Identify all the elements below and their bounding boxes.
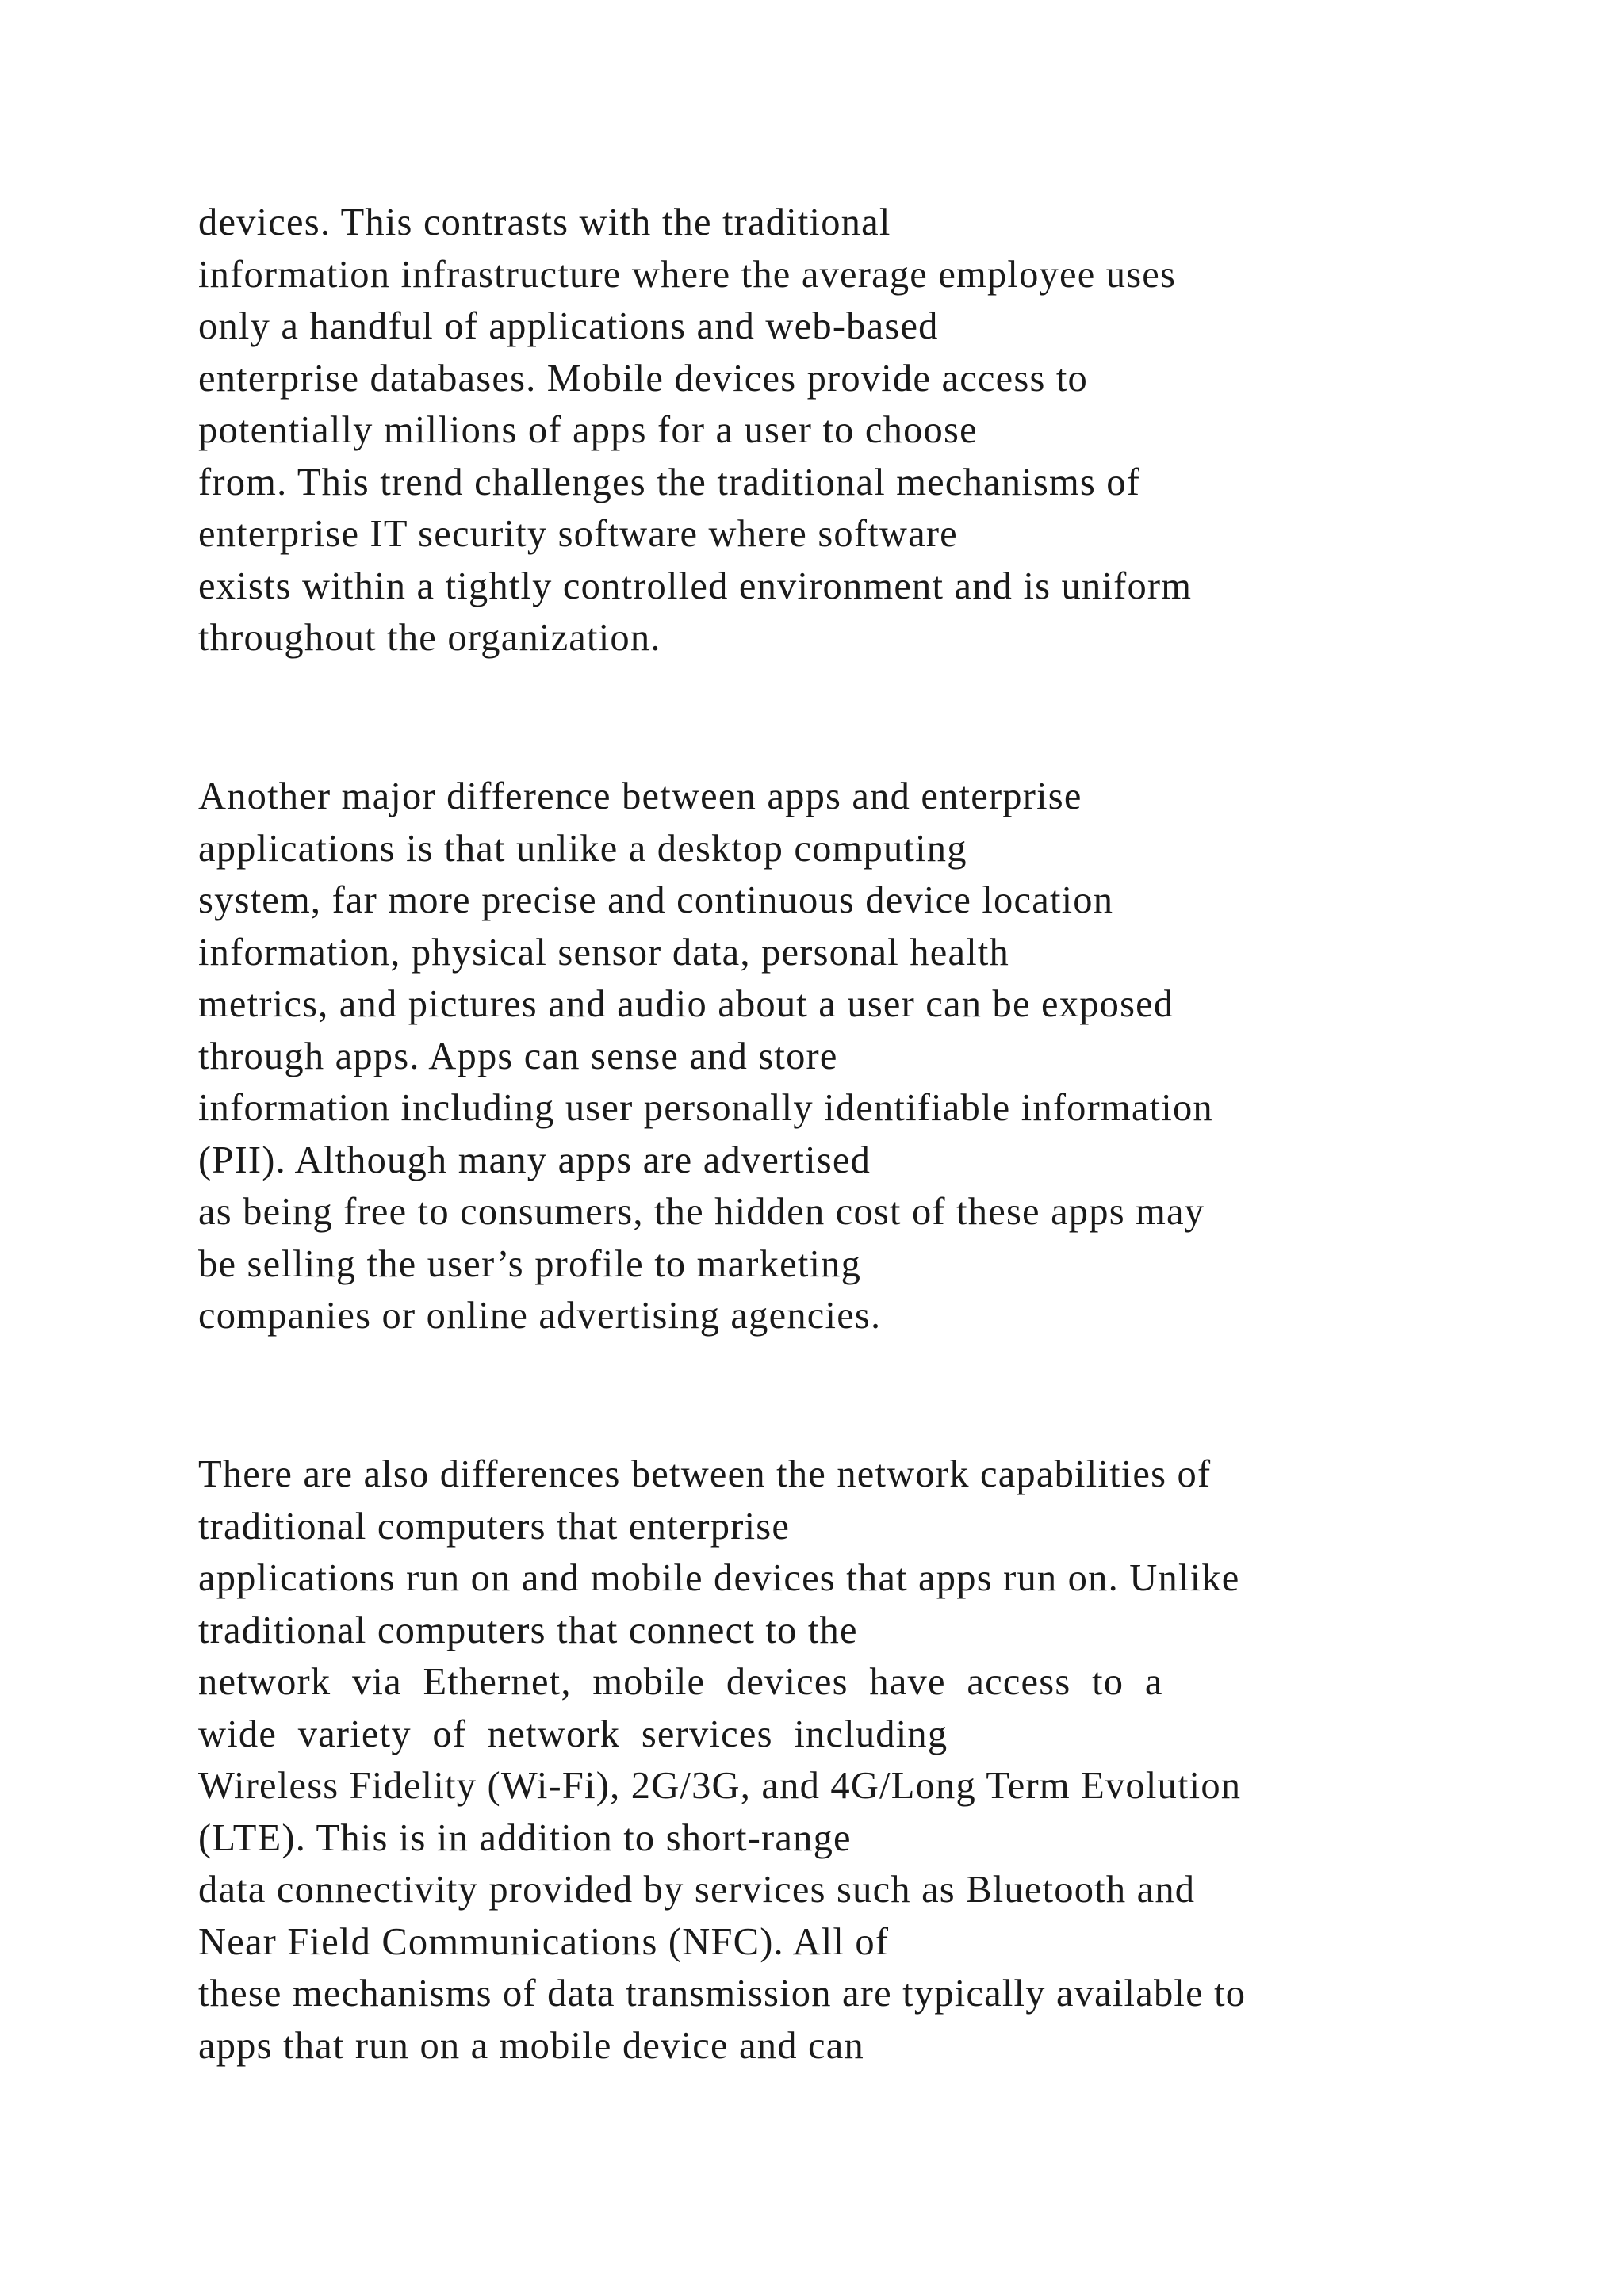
paragraph-1 — [198, 197, 1562, 664]
text-line: data connectivity provided by services such as Bluetooth and — [198, 1869, 1196, 1911]
text-line: information including user personally identifiable information — [198, 1087, 1213, 1129]
text-line: (PII). Although many apps are advertised — [198, 1138, 871, 1181]
text-line: Wireless Fidelity (Wi-Fi), 2G/3G, and 4G/Long Term Evolution — [198, 1765, 1242, 1807]
text-line: system, far more precise and continuous device location — [198, 879, 1114, 921]
text-line: wide variety of network services including — [198, 1712, 948, 1755]
text-line: exists within a tightly controlled environment and is uniform — [198, 564, 1193, 607]
text-line: be selling the user’s profile to marketing — [198, 1242, 862, 1285]
text-line: potentially millions of apps for a user to choose — [198, 409, 978, 451]
text-line: metrics, and pictures and audio about a user can be exposed — [198, 983, 1174, 1025]
text-line: (LTE). This is in addition to short-range — [198, 1816, 852, 1859]
text-line: apps that run on a mobile device and can — [198, 2024, 864, 2067]
text-line: only a handful of applications and web-based — [198, 305, 939, 347]
text-line: from. This trend challenges the traditional mechanisms of — [198, 461, 1141, 503]
text-line: enterprise databases. Mobile devices provide access to — [198, 357, 1088, 400]
text-line: traditional computers that connect to the — [198, 1609, 858, 1651]
text-line: applications is that unlike a desktop computing — [198, 827, 967, 870]
text-line: these mechanisms of data transmission are typically available to — [198, 1973, 1247, 2015]
text-line: through apps. Apps can sense and store — [198, 1035, 838, 1077]
text-line: as being free to consumers, the hidden cost of these apps may — [198, 1191, 1205, 1233]
text-line: enterprise IT security software where software — [198, 513, 958, 555]
text-line: throughout the organization. — [198, 617, 661, 659]
text-line: information, physical sensor data, personal health — [198, 931, 1009, 974]
text-line: traditional computers that enterprise — [198, 1505, 791, 1548]
text-line: Another major difference between apps and enterprise — [198, 775, 1082, 817]
text-line: applications run on and mobile devices that apps run on. Unlike — [198, 1557, 1240, 1599]
text-line: network via Ethernet, mobile devices have access to a — [198, 1661, 1163, 1703]
paragraph-2 — [198, 771, 1562, 1342]
text-line: information infrastructure where the average employee uses — [198, 253, 1177, 296]
text-line: Near Field Communications (NFC). All of — [198, 1920, 890, 1963]
text-line: There are also differences between the network capabilities of — [198, 1453, 1212, 1495]
paragraph-3 — [198, 1448, 1562, 2072]
text-line: devices. This contrasts with the traditional — [198, 201, 891, 243]
text-line: companies or online advertising agencies. — [198, 1295, 882, 1337]
